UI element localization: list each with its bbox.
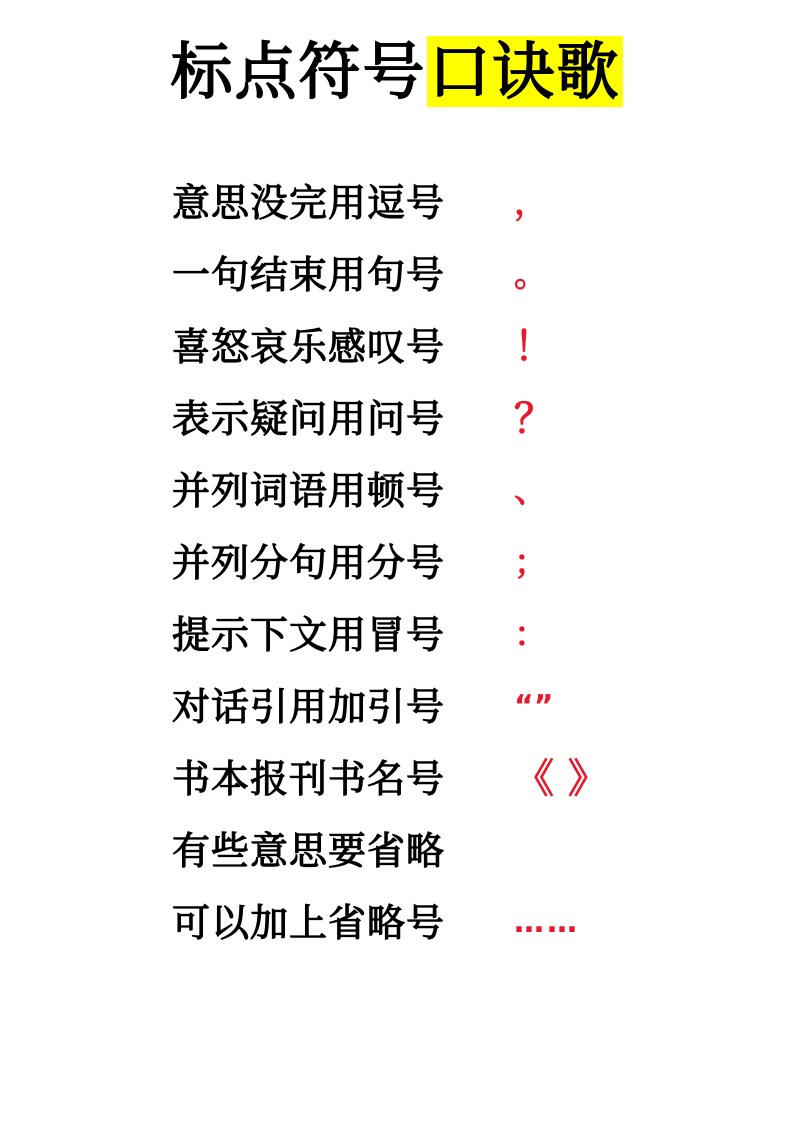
punctuation-mark: “”: [514, 689, 554, 725]
verse-text: 可以加上省略号: [172, 901, 446, 946]
list-item: [0, 527, 793, 599]
verse-text: 书本报刊书名号: [172, 757, 446, 802]
verse-list: [0, 167, 793, 959]
list-item: [0, 599, 793, 671]
punctuation-mark: ！: [514, 324, 554, 371]
verse-text: 提示下文用冒号: [172, 613, 446, 658]
punctuation-mark: ：: [514, 615, 548, 656]
verse-text: 对话引用加引号: [172, 685, 446, 730]
punctuation-mark: ……: [514, 905, 580, 941]
verse-text: 意思没完用逗号: [172, 181, 446, 226]
list-item: [0, 455, 793, 527]
list-item: [0, 239, 793, 311]
verse-text: 表示疑问用问号: [172, 397, 446, 442]
punctuation-mark: 《 》: [514, 756, 608, 803]
list-item: [0, 167, 793, 239]
list-item: [0, 671, 793, 743]
list-item: [0, 815, 793, 887]
verse-text: 并列词语用顿号: [172, 469, 446, 514]
title-plain-part: 标点符号: [170, 35, 427, 108]
list-item: [0, 887, 793, 959]
verse-text: 一句结束用句号: [172, 253, 446, 298]
punctuation-mark: 。: [514, 255, 548, 296]
title-text: [170, 36, 622, 107]
page-title: [0, 0, 793, 117]
list-item: [0, 743, 793, 815]
verse-text: 喜怒哀乐感叹号: [172, 325, 446, 370]
punctuation-mark: 、: [514, 471, 548, 512]
punctuation-mark: ；: [514, 543, 548, 584]
punctuation-mark: ，: [514, 183, 548, 224]
title-highlighted-part: 口诀歌: [428, 35, 621, 108]
punctuation-mark: ？: [514, 396, 554, 443]
list-item: [0, 383, 793, 455]
verse-text: 有些意思要省略: [172, 829, 446, 874]
verse-text: 并列分句用分号: [172, 541, 446, 586]
list-item: [0, 311, 793, 383]
